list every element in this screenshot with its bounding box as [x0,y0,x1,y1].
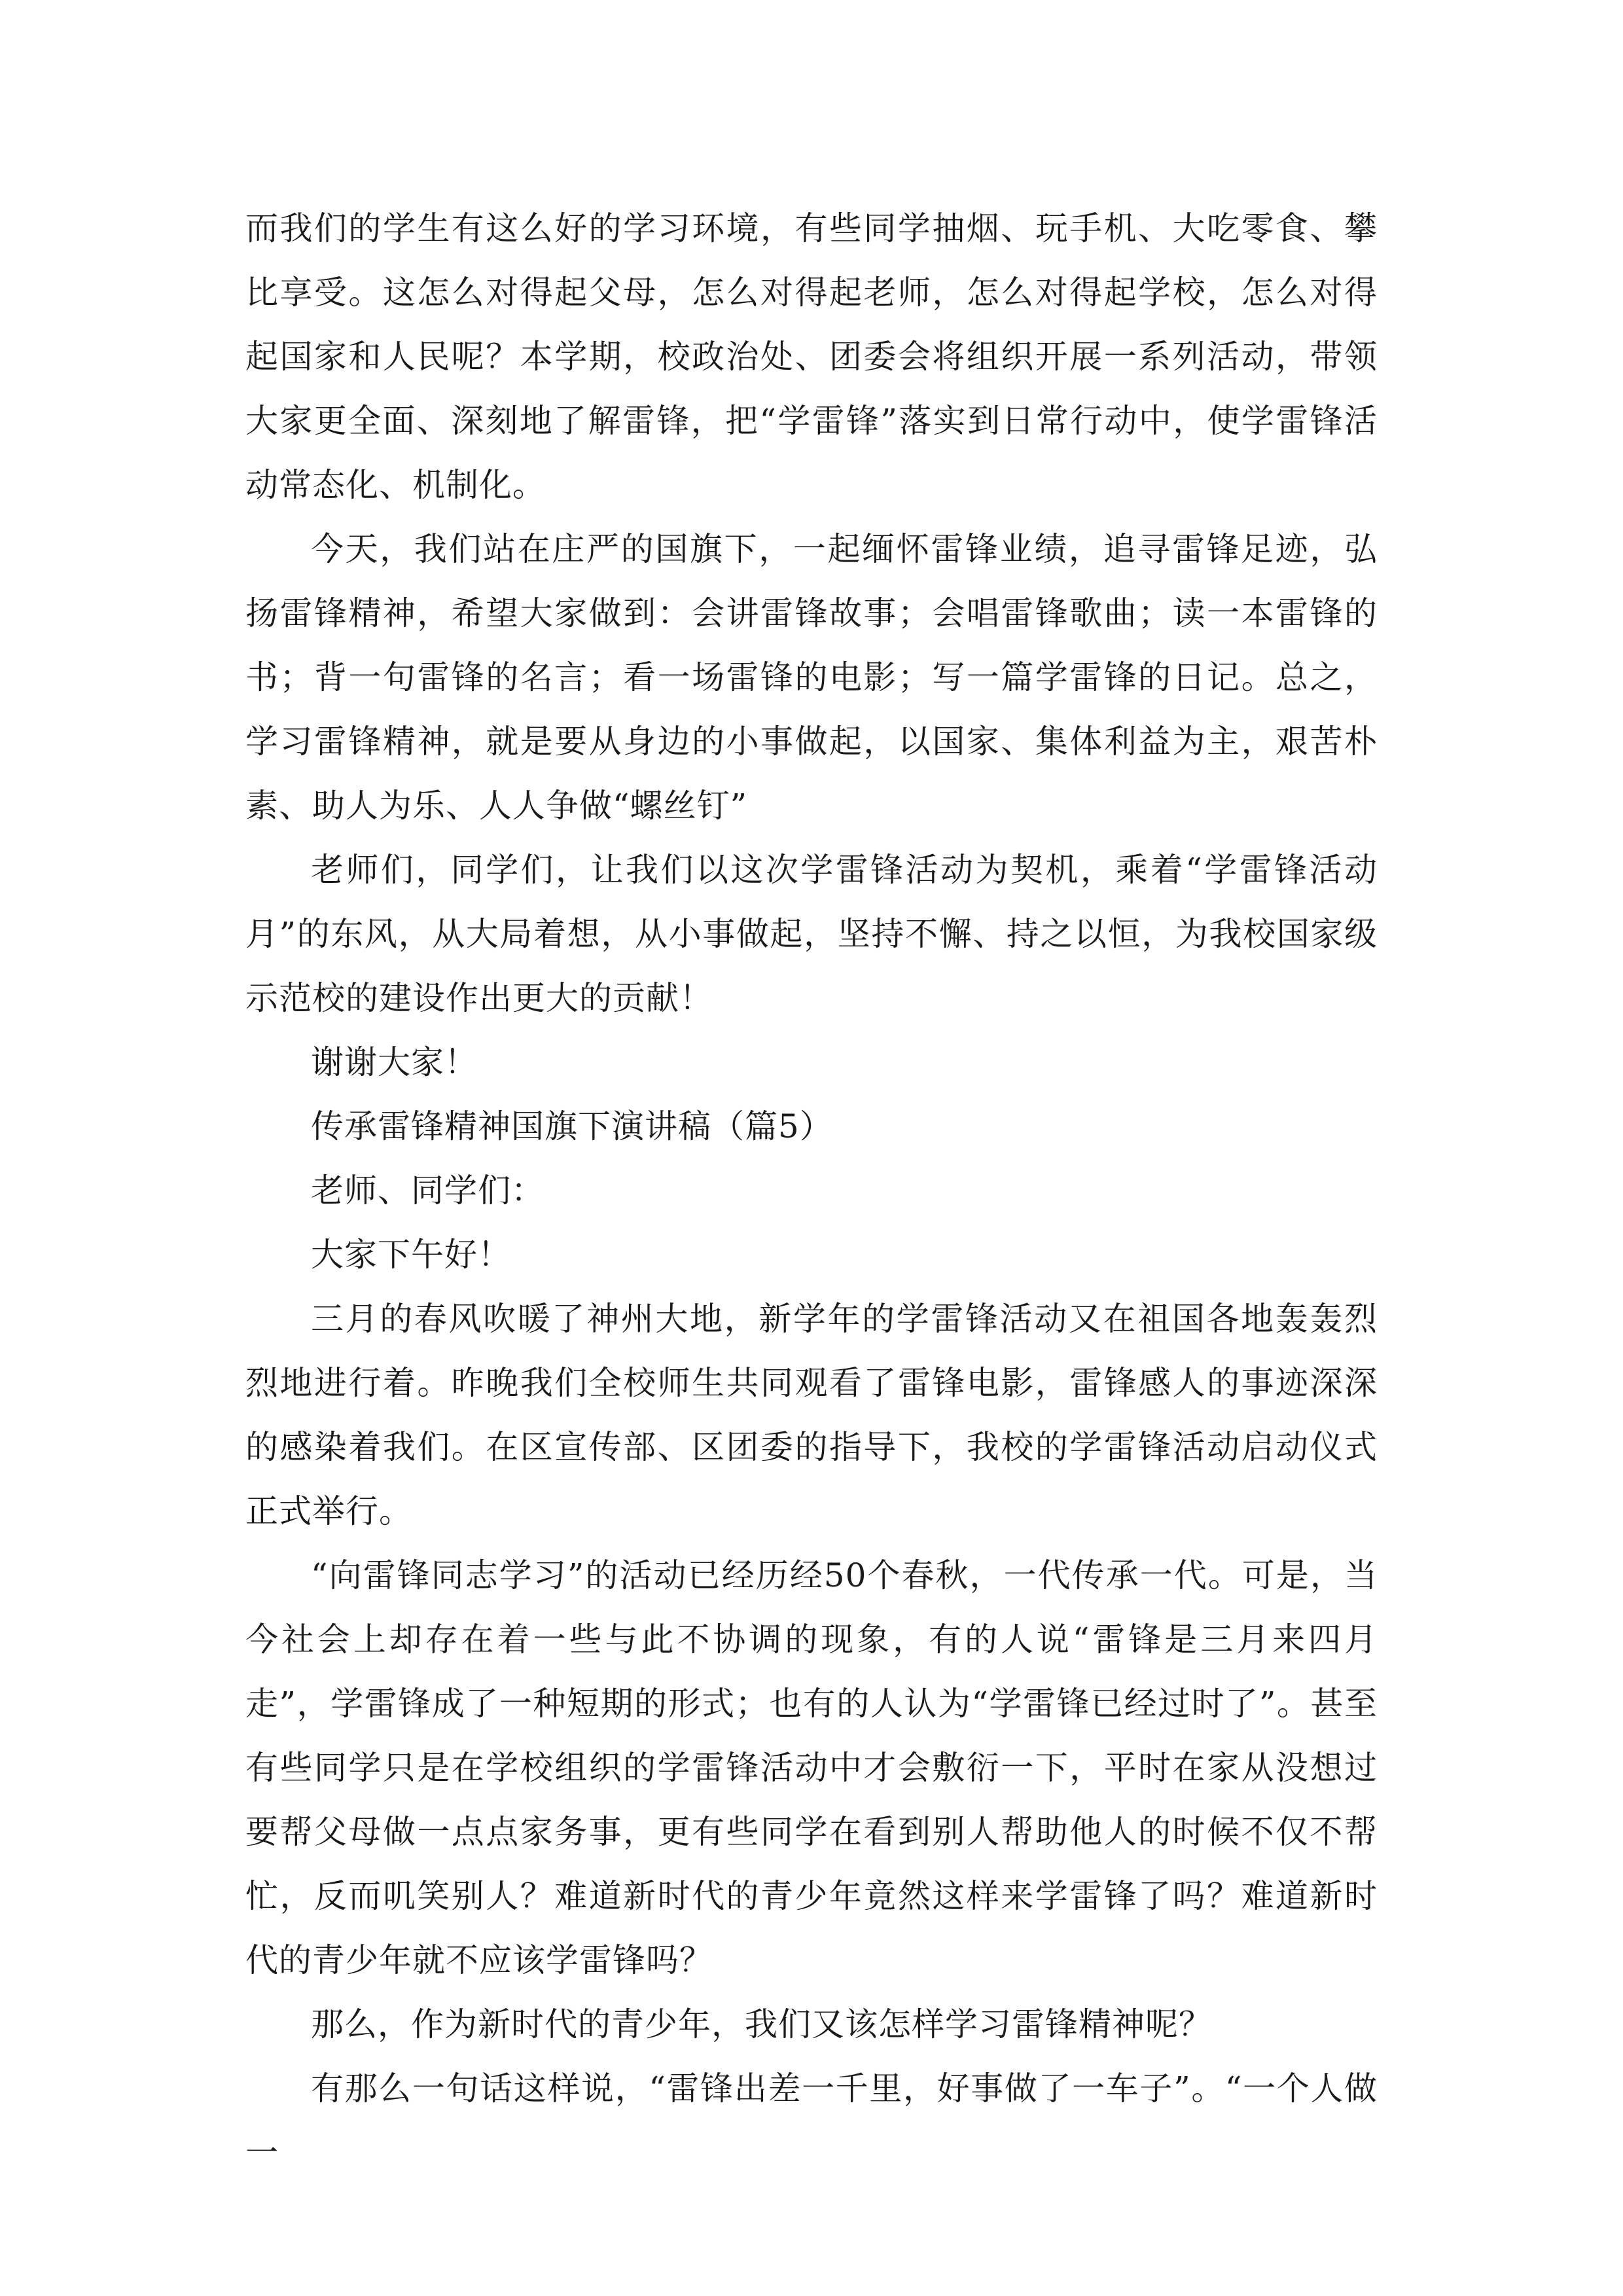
paragraph-call-to-action: 老师们，同学们，让我们以这次学雷锋活动为契机，乘着“学雷锋活动月”的东风，从大局着想，从小事做起，坚持不懈、持之以恒，为我校国家级示范校的建设作出更大的贡献！ [245,851,1378,1017]
paragraph-thanks: 谢谢大家！ [311,1043,478,1081]
paragraph-student-environment: 而我们的学生有这么好的学习环境，有些同学抽烟、玩手机、大吃零食、攀比享受。这怎么对得起父母，怎么对得起老师，怎么对得起学校，怎么对得起国家和人民呢？本学期，校政治处、团委会将组织开展一系列活动，带领大家更全面、深刻地了解雷锋，把“学雷锋”落实到日常行动中，使学雷锋活动常态化、机制化。 [245,209,1378,504]
paragraph-saying: 有那么一句话这样说，“雷锋出差一千里，好事做了一车子”。“一个人做一 [245,2070,1378,2172]
document-body [245,196,1378,2185]
paragraph-flag-today: 今天，我们站在庄严的国旗下，一起缅怀雷锋业绩，追寻雷锋足迹，弘扬雷锋精神，希望大家做到：会讲雷锋故事；会唱雷锋歌曲；读一本雷锋的书；背一句雷锋的名言；看一场雷锋的电影；写一篇学雷锋的日记。总之，学习雷锋精神，就是要从身边的小事做起，以国家、集体利益为主，艰苦朴素、助人为乐、人人争做“螺丝钉” [245,530,1378,825]
paragraph-fifty-years: “向雷锋同志学习”的活动已经历经50个春秋，一代传承一代。可是，当今社会上却存在着一些与此不协调的现象，有的人说“雷锋是三月来四月走”，学雷锋成了一种短期的形式；也有的人认为“学雷锋已经过时了”。甚至有些同学只是在学校组织的学雷锋活动中才会敷衍一下，平时在家从没想过要帮父母做一点点家务事，更有些同学在看到别人帮助他人的时候不仅不帮忙，反而叽笑别人？难道新时代的青少年竟然这样来学雷锋了吗？难道新时代的青少年就不应该学雷锋吗？ [245,1556,1378,1979]
paragraph-greeting: 大家下午好！ [311,1236,511,1274]
paragraph-spring-wind: 三月的春风吹暖了神州大地，新学年的学雷锋活动又在祖国各地轰轰烈烈地进行着。昨晚我们全校师生共同观看了雷锋电影，雷锋感人的事迹深深的感染着我们。在区宣传部、区团委的指导下，我校的学雷锋活动启动仪式正式举行。 [245,1300,1378,1530]
paragraph-question: 那么，作为新时代的青少年，我们又该怎样学习雷锋精神呢？ [311,2005,1212,2043]
paragraph-salutation: 老师、同学们： [311,1172,544,1210]
section-title: 传承雷锋精神国旗下演讲稿（篇5） [311,1107,833,1145]
